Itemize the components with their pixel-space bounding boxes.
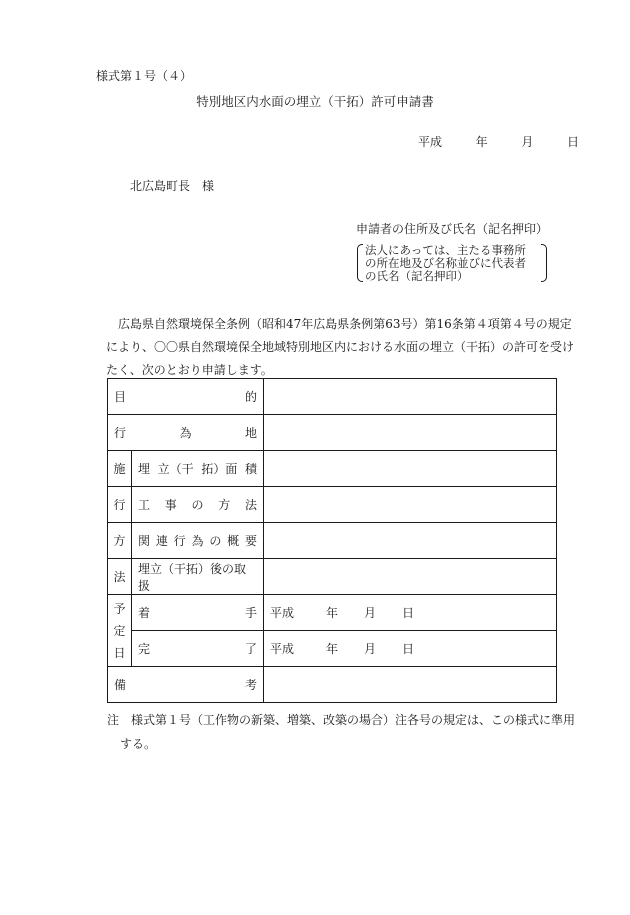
applicant-label: 申請者の住所及び氏名（記名押印） [356,222,549,236]
start-date-field[interactable]: 平成 年 月 日 [264,595,557,631]
page-title: 特別地区内水面の埋立（干拓）許可申請書 [196,94,434,109]
label-construction-method: 工 事 の 方 法 [132,487,264,523]
corporate-note-line: の所在地及び名称並びに代表者 [365,256,526,270]
application-date [418,136,579,148]
label-purpose: 目 的 [108,379,264,415]
label-after-treatment: 埋立（干拓）後の取扱 [132,559,264,595]
related-actions-field[interactable] [264,523,557,559]
after-treatment-field[interactable] [264,559,557,595]
label-reclaim-area: 埋 立（干 拓）面 積 [132,451,264,487]
table-row-site [108,415,557,451]
method-group-label: 法 [108,559,132,595]
table-row-after [108,559,557,595]
footnote: 注 様式第１号（工作物の新築、増築、改築の場合）注各号の規定は、この様式に準用 [107,713,576,727]
application-table [107,378,557,703]
table-row-end [108,631,557,667]
table-row-start [108,595,557,631]
corporate-note [357,244,547,282]
reclaim-area-field[interactable] [264,451,557,487]
label-remarks: 備 考 [108,667,264,703]
bracket-left [357,244,363,282]
method-group-label: 方 [108,523,132,559]
label-completion: 完 了 [132,631,264,667]
corporate-note-line: 法人にあっては、主たる事務所 [365,243,526,257]
construction-method-field[interactable] [264,487,557,523]
table-row-area [108,451,557,487]
date-day: 日 [567,135,580,149]
remarks-field[interactable] [264,667,557,703]
action-site-field[interactable] [264,415,557,451]
label-start: 着 手 [132,595,264,631]
table-row-purpose [108,379,557,415]
table-row-remarks [108,667,557,703]
label-action-site: 行 為 地 [108,415,264,451]
form-number: 様式第１号（４） [96,69,193,83]
table-row-related [108,523,557,559]
method-group-label: 行 [108,487,132,523]
label-related-actions: 関 連 行 為 の 概 要 [132,523,264,559]
purpose-field[interactable] [264,379,557,415]
application-body: 広島県自然環境保全条例（昭和47年広島県条例第63号）第16条第４項第４号の規定により、〇〇県自然環境保全地域特別地区内における水面の埋立（干拓）の許可を受けたく、次のとおり申請します。 [106,317,575,377]
addressee: 北広島町長 様 [130,179,215,193]
date-era: 平成 [418,135,443,149]
method-group-label: 施 [108,451,132,487]
bracket-right [541,244,547,282]
table-row-method [108,487,557,523]
date-year: 年 [475,135,488,149]
corporate-note-line: の氏名（記名押印） [365,269,469,283]
footnote-continued: する。 [120,737,157,751]
date-month: 月 [521,135,534,149]
completion-date-field[interactable]: 平成 年 月 日 [264,631,557,667]
schedule-group-label: 予 定 日 [108,595,132,667]
